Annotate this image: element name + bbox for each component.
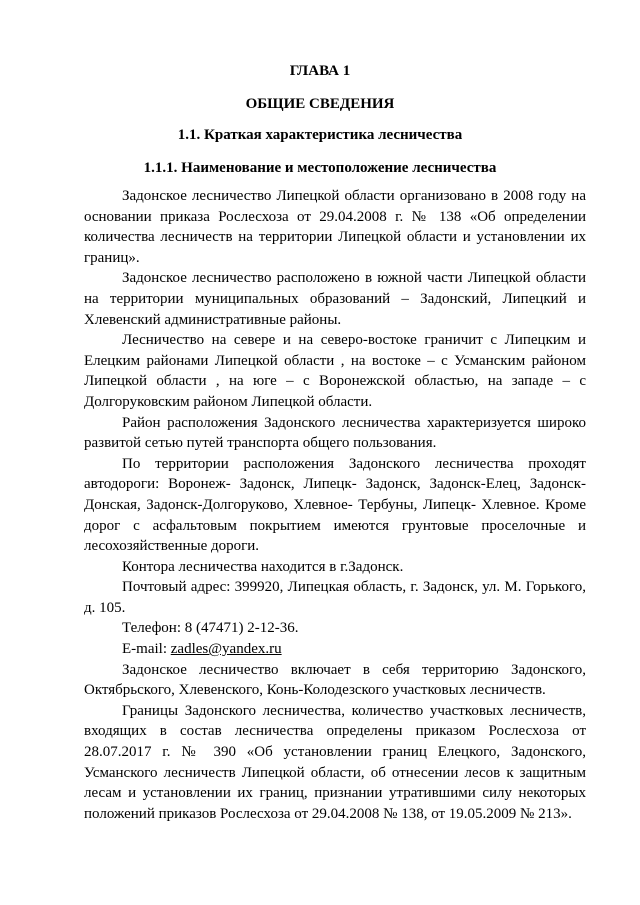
subsection-heading: 1.1.1. Наименование и местоположение лесничества xyxy=(143,160,497,176)
general-info-heading: ОБЩИЕ СВЕДЕНИЯ xyxy=(245,96,395,112)
section-heading: 1.1. Краткая характеристика лесничества xyxy=(177,127,463,143)
paragraph-boundaries-order: Границы Задонского лесничества, количество участковых лесничеств, входящих в состав лесничества определены приказом Рослесхоза от 28.07.2017 г. № 390 «Об установлении границ Елецкого, Задонского, Усманского лесничеств Липецкой области, об отнесении лесов к защитным лесам и установлении их границ, признании утратившими силу некоторых положений приказов Рослесхоза от 29.04.2008 № 138, от 19.05.2009 № 213». xyxy=(84,702,586,822)
chapter-heading: ГЛАВА 1 xyxy=(289,63,351,79)
paragraph-transport: Район расположения Задонского лесничества характеризуется широко развитой сетью путей транспорта общего пользования. xyxy=(84,414,586,452)
paragraph-office: Контора лесничества находится в г.Задонск. xyxy=(122,558,404,575)
document-body xyxy=(84,186,586,824)
paragraph-borders: Лесничество на севере и на северо-востоке граничит с Липецким и Елецким районами Липецкой области , на востоке – с Усманским районом Липецкой области , на юге – с Воронежской областью, на западе – с Долгоруковским районом Липецкой области. xyxy=(84,332,586,410)
email-link[interactable]: zadles@yandex.ru xyxy=(170,641,282,658)
phone-line: Телефон: 8 (47471) 2-12-36. xyxy=(122,620,299,637)
paragraph-organization: Задонское лесничество Липецкой области организовано в 2008 году на основании приказа Рослесхоза от 29.04.2008 г. № 138 «Об определении количества лесничеств на территории Липецкой области и установлении их границ». xyxy=(84,188,586,266)
email-line xyxy=(84,639,586,660)
paragraph-postal-address: Почтовый адрес: 399920, Липецкая область, г. Задонск, ул. М. Горького, д. 105. xyxy=(84,579,586,616)
paragraph-roads: По территории расположения Задонского лесничества проходят автодороги: Воронеж- Задонск, Липецк- Задонск, Задонск-Елец, Задонск-Донская, Задонск-Долгоруково, Хлевное- Тербуны, Липецк- Хлевное. Кроме дорог с асфальтовым покрытием имеются грунтовые проселочные и лесохозяйственные дороги. xyxy=(84,455,586,555)
paragraph-districts: Задонское лесничество включает в себя территорию Задонского, Октябрьского, Хлевенского, Конь-Колодезского участковых лесничеств. xyxy=(84,661,586,699)
email-label: E-mail: xyxy=(122,641,171,658)
paragraph-location: Задонское лесничество расположено в южной части Липецкой области на территории муниципальных образований – Задонский, Липецкий и Хлевенский административные районы. xyxy=(84,270,586,328)
